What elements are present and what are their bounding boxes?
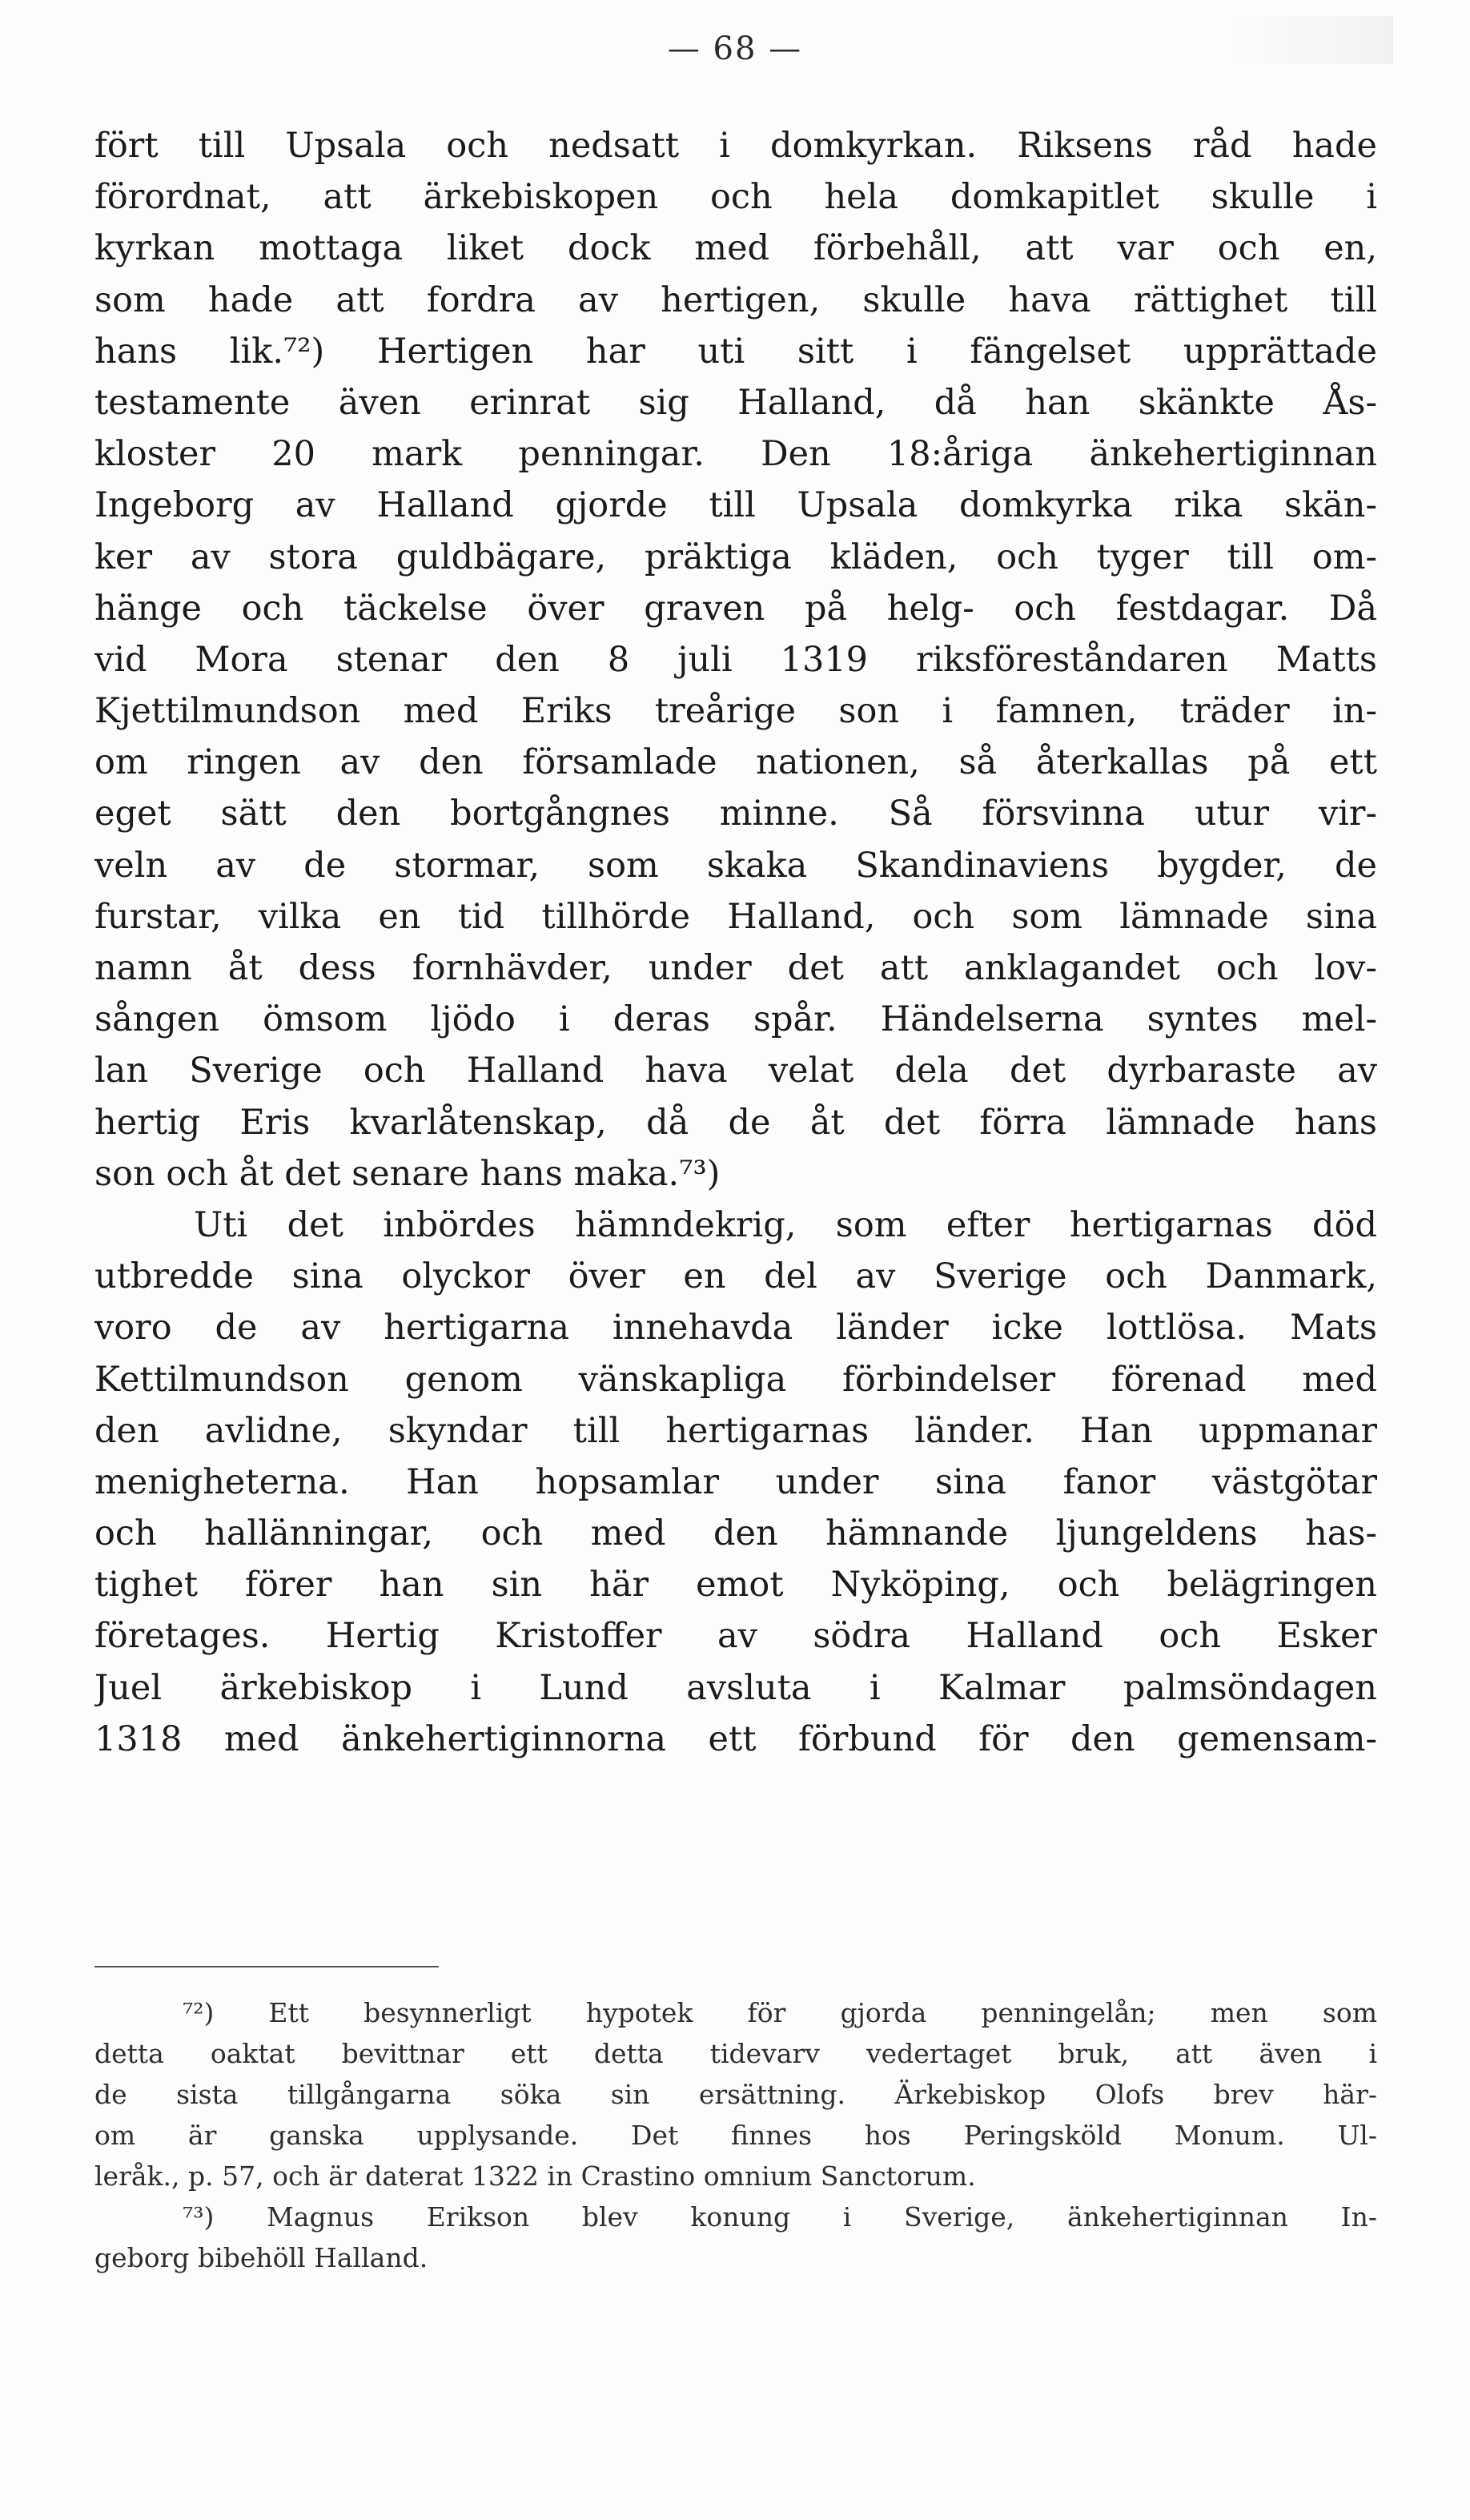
text-line: kyrkan mottaga liket dock med förbehåll, att var och en, (94, 228, 1377, 269)
text-line: företages. Hertig Kristoffer av södra Halland och Esker (94, 1616, 1377, 1657)
text-line: kloster 20 mark penningar. Den 18:åriga änkehertiginnan (94, 434, 1377, 475)
text-line: Kjettilmundson med Eriks treårige son i famnen, träder in- (94, 691, 1377, 732)
text-line: om ringen av den församlade nationen, så återkallas på ett (94, 742, 1377, 783)
text-line: Kettilmundson genom vänskapliga förbindelser förenad med (94, 1359, 1377, 1400)
paragraph-start-line: Uti det inbördes hämndekrig, som efter hertigarnas död (194, 1204, 1377, 1245)
text-line: ker av stora guldbägare, präktiga kläden, och tyger till om- (94, 537, 1377, 577)
text-line: förordnat, att ärkebiskopen och hela domkapitlet skulle i (94, 177, 1377, 218)
text-line: menigheterna. Han hopsamlar under sina fanor västgötar (94, 1461, 1377, 1502)
text-line: veln av de stormar, som skaka Skandinaviens bygder, de (94, 845, 1377, 886)
text-line: vid Mora stenar den 8 juli 1319 riksföreståndaren Matts (94, 639, 1377, 680)
footnote-line: geborg bibehöll Halland. (94, 2242, 428, 2273)
footnote-line: de sista tillgångarna söka sin ersättning. Ärkebiskop Olofs brev här- (94, 2079, 1377, 2110)
text-line: 1318 med änkehertiginnorna ett förbund för den gemensam- (94, 1718, 1377, 1759)
body-text (94, 120, 1377, 1765)
page-number: — 68 — (667, 30, 803, 67)
text-line: utbredde sina olyckor över en del av Sverige och Danmark, (94, 1256, 1377, 1297)
text-line: tighet förer han sin här emot Nyköping, och belägringen (94, 1565, 1377, 1606)
text-line: och hallänningar, och med den hämnande ljungeldens has- (94, 1513, 1377, 1554)
footnote-line: detta oaktat bevittnar ett detta tidevarv vedertaget bruk, att även i (94, 2038, 1377, 2069)
text-line: Juel ärkebiskop i Lund avsluta i Kalmar palmsöndagen (94, 1667, 1377, 1708)
text-line: som hade att fordra av hertigen, skulle hava rättighet till (94, 279, 1377, 320)
text-line: hänge och täckelse över graven på helg- och festdagar. Då (94, 588, 1377, 629)
text-line: fört till Upsala och nedsatt i domkyrkan. Riksens råd hade (94, 126, 1377, 166)
text-line: furstar, vilka en tid tillhörde Halland, och som lämnade sina (94, 896, 1377, 937)
footnote-line: ⁷²) Ett besynnerligt hypotek för gjorda penningelån; men som (183, 1997, 1377, 2028)
footnote-line: ⁷³) Magnus Erikson blev konung i Sverige, änkehertiginnan In- (183, 2201, 1377, 2233)
text-line: testamente även erinrat sig Halland, då han skänkte Ås- (94, 382, 1377, 423)
text-line: namn åt dess fornhävder, under det att anklagandet och lov- (94, 948, 1377, 988)
text-line: hans lik.⁷²) Hertigen har uti sitt i fängelset upprättade (94, 331, 1377, 372)
text-line: Ingeborg av Halland gjorde till Upsala domkyrka rika skän- (94, 485, 1377, 526)
text-line: lan Sverige och Halland hava velat dela det dyrbaraste av (94, 1051, 1377, 1091)
text-line: sången ömsom ljödo i deras spår. Händelserna syntes mel- (94, 999, 1377, 1040)
text-line: eget sätt den bortgångnes minne. Så försvinna utur vir- (94, 794, 1377, 834)
footnote-separator (94, 1966, 439, 1967)
text-line: voro de av hertigarna innehavda länder icke lottlösa. Mats (94, 1308, 1377, 1348)
footnotes (94, 1992, 1377, 2278)
paragraph-end-line: son och åt det senare hans maka.⁷³) (94, 1153, 721, 1194)
text-line: den avlidne, skyndar till hertigarnas länder. Han uppmanar (94, 1410, 1377, 1451)
footnote-line: leråk., p. 57, och är daterat 1322 in Crastino omnium Sanctorum. (94, 2160, 976, 2192)
footnote-line: om är ganska upplysande. Det finnes hos Peringsköld Monum. Ul- (94, 2120, 1377, 2151)
text-line: hertig Eris kvarlåtenskap, då de åt det förra lämnade hans (94, 1102, 1377, 1143)
